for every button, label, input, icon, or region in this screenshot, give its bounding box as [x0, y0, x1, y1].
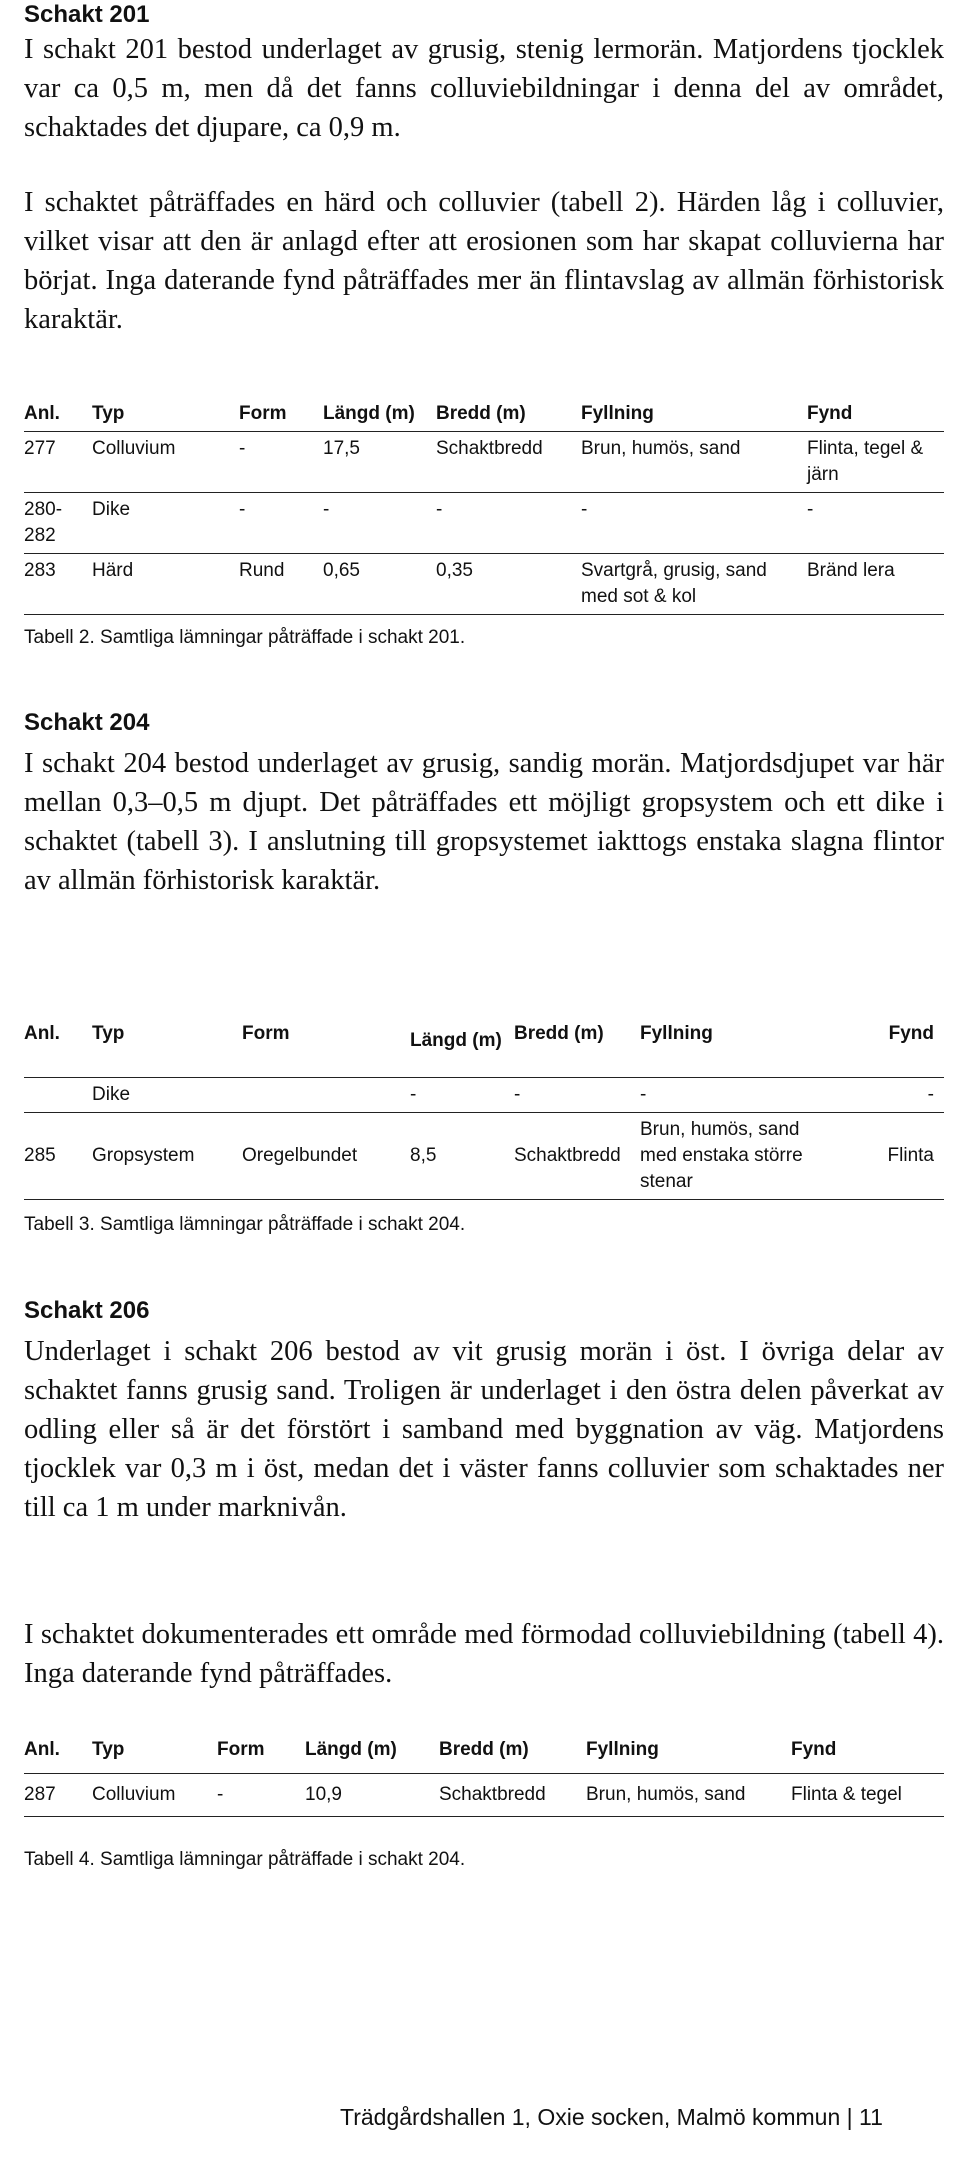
section-schakt-204 — [24, 708, 944, 900]
header-cell: Bredd (m) — [514, 1023, 604, 1044]
table-caption: Tabell 4. Samtliga lämningar påträffade i schakt 204. — [24, 1849, 466, 1870]
cell: Flinta — [887, 1145, 934, 1166]
header-cell: Fynd — [888, 1023, 934, 1044]
cell: 285 — [24, 1145, 56, 1166]
cell: 283 — [24, 560, 56, 581]
header-cell: Anl. — [24, 1023, 60, 1044]
table-row — [24, 432, 944, 493]
cell: 280-282 — [24, 499, 63, 546]
header-cell: Form — [242, 1023, 290, 1044]
header-cell: Typ — [92, 403, 125, 424]
header-cell: Form — [239, 403, 287, 424]
body-paragraph: I schakt 204 bestod underlaget av grusig, sandig morän. Matjordsdjupet var här mellan 0,3–0,5 m djupt. Det påträffades ett möjligt gropsystem och ett dike i schaktet (tabell 3). I anslutning till gropsystemet iakttogs enstaka slagna flintor av allmän förhistorisk karaktär. — [24, 748, 944, 896]
table-row — [24, 493, 944, 554]
table-row — [24, 554, 944, 615]
table-caption: Tabell 2. Samtliga lämningar påträffade i schakt 201. — [24, 627, 466, 648]
header-cell: Anl. — [24, 1739, 60, 1760]
cell: Brun, humös, sand — [586, 1784, 746, 1805]
cell: Brun, humös, sand med enstaka större stenar — [640, 1119, 803, 1192]
section-heading: Schakt 204 — [24, 709, 150, 736]
cell: 17,5 — [323, 438, 360, 459]
cell: Gropsystem — [92, 1145, 195, 1166]
header-cell: Fyllning — [640, 1023, 713, 1044]
table-header-row — [24, 398, 944, 432]
section-schakt-201-p2 — [24, 183, 944, 339]
header-cell: Anl. — [24, 403, 60, 424]
cell: Colluvium — [92, 1784, 176, 1805]
cell: - — [323, 499, 330, 520]
section-heading: Schakt 201 — [24, 1, 150, 28]
cell: - — [410, 1084, 417, 1105]
cell: Rund — [239, 560, 285, 581]
cell: - — [927, 1084, 934, 1105]
table-header-row — [24, 1727, 944, 1774]
body-paragraph: I schakt 201 bestod underlaget av grusig, stenig lermorän. Matjordens tjocklek var ca 0,5 m, men då det fanns colluviebildningar i denna del av området, schaktades det djupare, ca 0,9 m. — [24, 34, 944, 143]
cell: Flinta, tegel & järn — [807, 438, 924, 485]
cell: Dike — [92, 1084, 131, 1105]
cell: 0,65 — [323, 560, 360, 581]
page-footer: Trädgårdshallen 1, Oxie socken, Malmö kommun | 11 — [340, 2104, 883, 2130]
section-schakt-206-p2 — [24, 1615, 944, 1693]
cell: - — [581, 499, 588, 520]
table-row — [24, 1113, 944, 1200]
data-table — [24, 398, 944, 615]
cell: Svartgrå, grusig, sand med sot & kol — [581, 560, 767, 607]
header-cell: Fyllning — [581, 403, 654, 424]
cell: 10,9 — [305, 1784, 342, 1805]
cell: Schaktbredd — [436, 438, 543, 459]
header-cell: Fynd — [807, 403, 853, 424]
header-cell: Bredd (m) — [436, 403, 526, 424]
body-paragraph: I schaktet dokumenterades ett område med förmodad colluviebildning (tabell 4). Inga daterande fynd påträffades. — [24, 1619, 944, 1689]
table-3 — [24, 1015, 944, 1238]
cell: Bränd lera — [807, 560, 895, 581]
cell: Schaktbredd — [439, 1784, 546, 1805]
body-paragraph: Underlaget i schakt 206 bestod av vit grusig morän i öst. I övriga delar av schaktet fanns grusig sand. Troligen är underlaget i den östra delen påverkat av odling eller så är det förstört i samband med byggnation av väg. Matjordens tjocklek var 0,3 m i öst, medan det i väster fanns colluvier som schaktades ner till ca 1 m under marknivån. — [24, 1336, 944, 1523]
cell: Oregelbundet — [242, 1145, 358, 1166]
header-cell: Fyllning — [586, 1739, 659, 1760]
cell: 0,35 — [436, 560, 473, 581]
cell: 287 — [24, 1784, 56, 1805]
cell: Brun, humös, sand — [581, 438, 741, 459]
cell: - — [239, 438, 246, 459]
header-cell: Form — [217, 1739, 265, 1760]
cell: Schaktbredd — [514, 1145, 621, 1166]
cell: 8,5 — [410, 1145, 437, 1166]
data-table — [24, 1015, 944, 1200]
table-caption: Tabell 3. Samtliga lämningar påträffade i schakt 204. — [24, 1214, 466, 1235]
cell: - — [217, 1784, 224, 1805]
header-cell: Längd (m) — [410, 1030, 502, 1051]
header-cell: Längd (m) — [323, 403, 415, 424]
cell: Flinta & tegel — [791, 1784, 902, 1805]
table-2 — [24, 398, 944, 651]
cell: - — [640, 1084, 647, 1105]
table-4 — [24, 1727, 944, 1873]
table-header-row — [24, 1015, 944, 1078]
data-table — [24, 1727, 944, 1817]
cell: Colluvium — [92, 438, 176, 459]
section-heading: Schakt 206 — [24, 1297, 150, 1324]
cell — [242, 1078, 410, 1113]
cell — [24, 1078, 92, 1113]
cell: 277 — [24, 438, 56, 459]
cell: - — [239, 499, 246, 520]
cell: - — [807, 499, 814, 520]
header-cell: Typ — [92, 1739, 125, 1760]
cell: - — [436, 499, 443, 520]
section-schakt-201 — [24, 0, 944, 147]
cell: Härd — [92, 560, 134, 581]
header-cell: Fynd — [791, 1739, 837, 1760]
header-cell: Bredd (m) — [439, 1739, 529, 1760]
header-cell: Längd (m) — [305, 1739, 397, 1760]
table-row — [24, 1078, 944, 1113]
cell: - — [514, 1084, 521, 1105]
body-paragraph: I schaktet påträffades en härd och colluvier (tabell 2). Härden låg i colluvier, vilket visar att den är anlagd efter att erosionen som har skapat colluvierna har börjat. Inga daterande fynd påträffades mer än flintavslag av allmän förhistorisk karaktär. — [24, 187, 944, 335]
cell: Dike — [92, 499, 131, 520]
section-schakt-206 — [24, 1296, 944, 1527]
table-row — [24, 1774, 944, 1817]
header-cell: Typ — [92, 1023, 125, 1044]
